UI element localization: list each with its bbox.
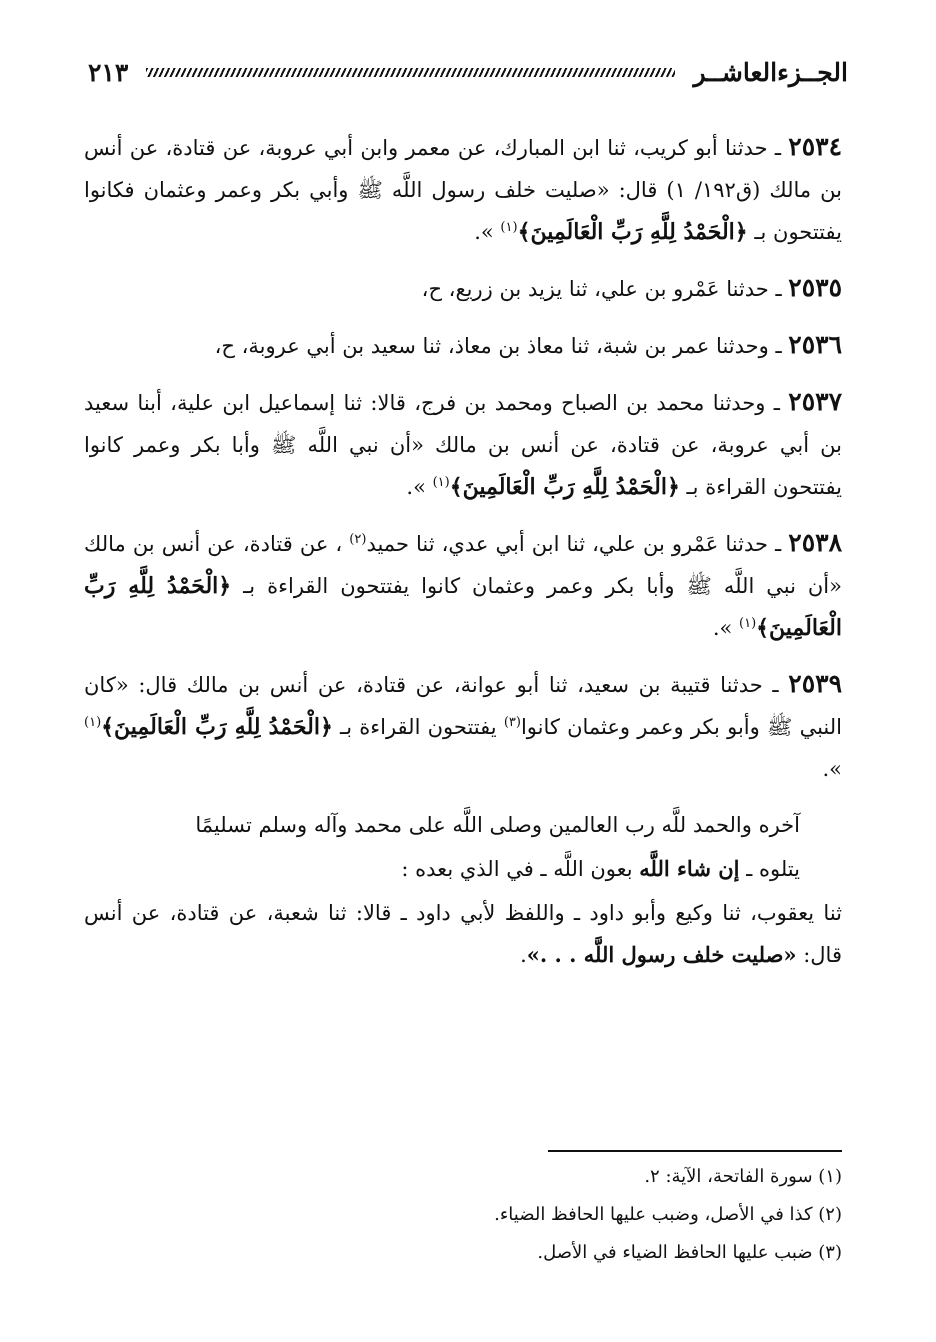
quran-verse: ﴿الْحَمْدُ لِلَّهِ رَبِّ الْعَالَمِينَ﴾ [84,573,842,641]
page-header [88,52,848,92]
footnote-ref: (١) [500,220,518,235]
header-rule [146,68,675,77]
hadith-text-end: ». [474,220,501,244]
hadith-number: ٢٥٣٩ [788,669,842,698]
quran-verse: ﴿الْحَمْدُ لِلَّهِ رَبِّ الْعَالَمِينَ﴾ [517,219,748,245]
hadith-2535 [84,267,842,310]
hadith-text: ـ حدثنا عَمْرو بن علي، ثنا يزيد بن زريع، ح، [421,277,789,301]
hadith-number: ٢٥٣٧ [788,387,842,416]
footnote-ref: (١) [84,715,102,730]
next-chain [84,892,842,976]
hadith-2534 [84,126,842,253]
hadith-number: ٢٥٣٥ [788,273,842,302]
hadith-2538 [84,522,842,649]
colophon-line [84,804,842,846]
hadith-number: ٢٥٣٦ [788,330,842,359]
footnote-separator [548,1150,842,1152]
footnote-1: (١) سورة الفاتحة، الآية: ٢. [644,1166,842,1187]
footnote-2: (٢) كذا في الأصل، وضبب عليها الحافظ الضياء. [494,1204,842,1225]
continuation-bold: إن شاء اللَّه [639,856,740,881]
hadith-2536 [84,324,842,367]
quran-verse: ﴿الْحَمْدُ لِلَّهِ رَبِّ الْعَالَمِينَ﴾ [101,714,333,740]
footnote-ref: (٣) [503,715,521,730]
hadith-number: ٢٥٣٤ [788,132,842,161]
hadith-text: ـ حدثنا أبو كريب، ثنا ابن المبارك، عن معمر وابن أبي عروبة، عن قتادة، عن أنس بن مالك (ق١٩٢/ ١) قال: «صليت خلف رسول اللَّه ﷺ وأبي بكر وعمر وعثمان فكانوا يفتتحون بـ [84,136,842,244]
hadith-text-end: ». [822,757,842,781]
continuation-text: يتلوه ـ [739,857,800,881]
next-chain-end: . [520,943,527,967]
footnote-3: (٣) ضبب عليها الحافظ الضياء في الأصل. [537,1242,842,1263]
hadith-2537 [84,381,842,508]
next-chain-quote: «صليت خلف رسول اللَّه . . .» [526,942,797,967]
next-chain-text: ثنا يعقوب، ثنا وكيع وأبو داود ـ واللفظ لأبي داود ـ قالا: ثنا شعبة، عن قتادة، عن أنس قال: [84,901,842,967]
hadith-text-mid: ، عن قتادة، عن أنس بن مالك «أن نبي اللَّه ﷺ وأبا بكر وعمر وعثمان كانوا يفتتحون القراءة بـ [84,532,842,598]
footnote-ref: (١) [432,475,450,490]
hadith-text-end: ». [406,475,433,499]
main-text [84,126,842,978]
continuation-text-end: بعون اللَّه ـ في الذي بعده : [401,857,640,881]
hadith-number: ٢٥٣٨ [788,528,842,557]
hadith-text: ـ وحدثنا محمد بن الصباح ومحمد بن فرج، قالا: ثنا إسماعيل ابن علية، أبنا سعيد بن أبي عروبة، عن قتادة، عن أنس بن مالك «أن نبي اللَّه ﷺ وأبا بكر وعمر كانوا يفتتحون القراءة بـ [84,391,842,499]
continuation-note [84,848,842,890]
footnote-ref: (١) [739,616,757,631]
hadith-text-mid: يفتتحون القراءة بـ [332,715,504,739]
hadith-2539 [84,663,842,790]
page-number: ٢١٣ [88,57,129,87]
colophon-text: آخره والحمد للَّه رب العالمين وصلى اللَّه على محمد وآله وسلم تسليمًا [195,813,800,837]
quran-verse: ﴿الْحَمْدُ لِلَّهِ رَبِّ الْعَالَمِينَ﴾ [449,474,680,500]
hadith-text: ـ حدثنا عَمْرو بن علي، ثنا ابن أبي عدي، ثنا حميد [366,532,789,556]
hadith-text-end: ». [712,616,740,640]
running-title: الجــزءالعاشــر [693,57,848,87]
hadith-text: ـ وحدثنا عمر بن شبة، ثنا معاذ بن معاذ، ثنا سعيد بن أبي عروبة، ح، [214,334,789,358]
footnote-ref: (٢) [349,532,367,547]
hadith-text: ـ حدثنا قتيبة بن سعيد، ثنا أبو عوانة، عن قتادة، عن أنس بن مالك قال: «كان النبي ﷺ وأبو بكر وعمر وعثمان كانوا [84,673,842,739]
footnotes [84,1158,842,1272]
